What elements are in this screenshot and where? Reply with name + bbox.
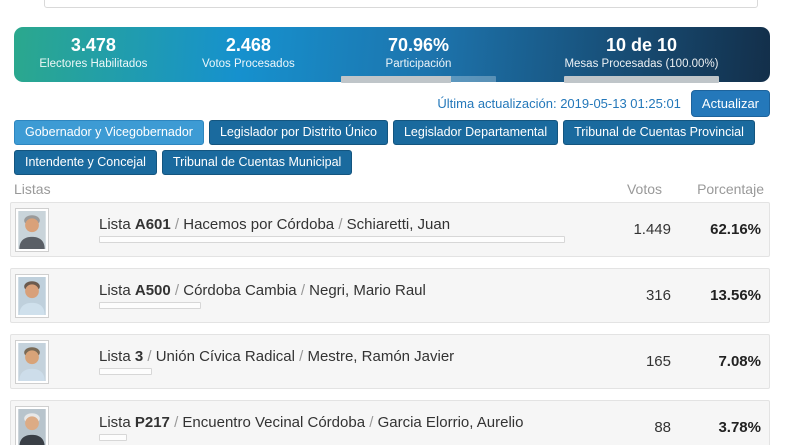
vote-share-bar	[99, 434, 127, 441]
mesas-progress-fill	[564, 76, 719, 83]
photo-cell	[11, 340, 99, 384]
stat-mesas	[513, 34, 770, 83]
candidate-photo	[15, 208, 49, 252]
candidate-photo	[15, 274, 49, 318]
stat-label: Participación	[385, 57, 452, 70]
candidate-info	[99, 348, 591, 375]
separator: /	[174, 282, 184, 299]
votes-value: 165	[645, 353, 671, 370]
separator: /	[147, 348, 156, 365]
result-row	[10, 334, 770, 389]
stat-value: 10 de 10	[605, 35, 678, 55]
stats-bar	[14, 27, 770, 82]
column-header-listas: Listas	[14, 181, 51, 197]
list-code: P217	[134, 414, 170, 431]
result-row	[10, 268, 770, 323]
party-name: Unión Cívica Radical	[155, 348, 295, 365]
list-prefix: Lista	[99, 348, 135, 365]
result-row	[10, 202, 770, 257]
candidate-line	[99, 282, 591, 299]
percentage-value: 7.08%	[718, 353, 761, 370]
separator: /	[174, 216, 184, 233]
photo-cell	[11, 208, 99, 252]
party-name: Encuentro Vecinal Córdoba	[182, 414, 366, 431]
stat-label: Votos Procesados	[202, 57, 295, 70]
candidate-line	[99, 414, 591, 431]
candidate-name: Garcia Elorrio, Aurelio	[377, 414, 524, 431]
list-prefix: Lista	[99, 414, 135, 431]
list-code: A601	[134, 216, 171, 233]
stat-label: Mesas Procesadas (100.00%)	[564, 57, 719, 70]
separator: /	[174, 414, 183, 431]
candidate-avatar-icon	[18, 343, 46, 381]
collapsed-dropdown[interactable]	[44, 0, 758, 8]
list-prefix: Lista	[99, 216, 135, 233]
mesas-progress	[564, 76, 719, 83]
separator: /	[300, 282, 310, 299]
tab-bar	[14, 120, 770, 175]
tab-intendente-y-concejal[interactable]: Intendente y Concejal	[14, 150, 157, 175]
result-row	[10, 400, 770, 445]
candidate-info	[99, 216, 591, 243]
candidate-line	[99, 216, 591, 233]
tab-gobernador-y-vicegobernador[interactable]: Gobernador y Vicegobernador	[14, 120, 204, 145]
candidate-photo	[15, 406, 49, 445]
stat-label: Electores Habilitados	[39, 57, 148, 70]
candidate-name: Mestre, Ramón Javier	[307, 348, 455, 365]
tab-legislador-por-distrito-nico[interactable]: Legislador por Distrito Único	[209, 120, 388, 145]
participation-progress	[341, 76, 496, 83]
photo-cell	[11, 406, 99, 445]
participation-progress-fill	[341, 76, 451, 83]
results-rows	[10, 202, 770, 445]
list-code: A500	[134, 282, 171, 299]
list-code: 3	[134, 348, 144, 365]
candidate-name: Negri, Mario Raul	[309, 282, 426, 299]
votes-value: 1.449	[633, 221, 671, 238]
separator: /	[299, 348, 308, 365]
vote-share-bar	[99, 368, 152, 375]
last-updated-text: Última actualización: 2019-05-13 01:25:01	[437, 96, 681, 111]
percentage-value: 13.56%	[710, 287, 761, 304]
tab-legislador-departamental[interactable]: Legislador Departamental	[393, 120, 558, 145]
tab-tribunal-de-cuentas-provincial[interactable]: Tribunal de Cuentas Provincial	[563, 120, 755, 145]
tab-tribunal-de-cuentas-municipal[interactable]: Tribunal de Cuentas Municipal	[162, 150, 352, 175]
stat-value: 70.96%	[387, 35, 449, 55]
photo-cell	[11, 274, 99, 318]
candidate-avatar-icon	[18, 277, 46, 315]
results-table-header	[14, 181, 766, 197]
candidate-info	[99, 414, 591, 441]
candidate-info	[99, 282, 591, 309]
candidate-avatar-icon	[18, 409, 46, 445]
vote-share-bar	[99, 236, 565, 243]
refresh-button[interactable]: Actualizar	[691, 90, 770, 117]
stat-votos-procesados	[173, 34, 324, 71]
votes-value: 316	[645, 287, 671, 304]
vote-share-bar	[99, 302, 201, 309]
list-prefix: Lista	[99, 282, 135, 299]
votes-value: 88	[654, 419, 671, 436]
stat-value: 3.478	[70, 35, 116, 55]
update-row	[437, 90, 770, 117]
percentage-value: 62.16%	[710, 221, 761, 238]
candidate-photo	[15, 340, 49, 384]
candidate-name: Schiaretti, Juan	[346, 216, 451, 233]
percentage-value: 3.78%	[718, 419, 761, 436]
stat-electores	[14, 34, 173, 71]
stat-value: 2.468	[225, 35, 271, 55]
column-header-porcentaje: Porcentaje	[697, 181, 764, 197]
separator: /	[369, 414, 378, 431]
party-name: Hacemos por Córdoba	[183, 216, 335, 233]
stat-participacion	[324, 34, 513, 83]
candidate-line	[99, 348, 591, 365]
candidate-avatar-icon	[18, 211, 46, 249]
column-header-votos: Votos	[626, 181, 662, 197]
separator: /	[338, 216, 347, 233]
party-name: Córdoba Cambia	[183, 282, 297, 299]
